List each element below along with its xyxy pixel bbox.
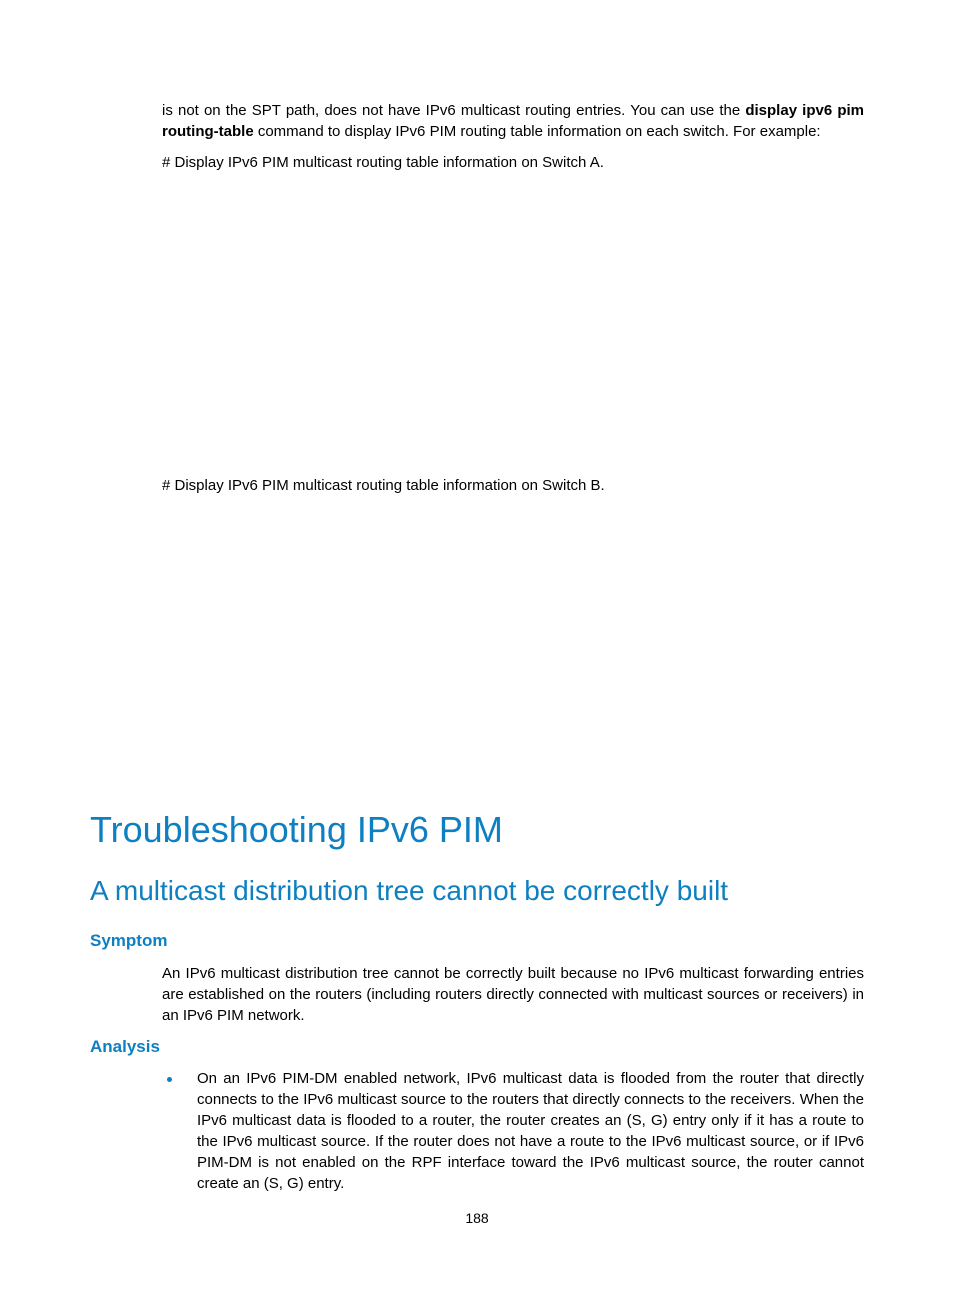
intro-text-after: command to display IPv6 PIM routing table information on each switch. For example: xyxy=(253,123,821,140)
intro-paragraph xyxy=(162,100,864,142)
comment-switch-b: # Display IPv6 PIM multicast routing table information on Switch B. xyxy=(162,477,605,494)
chapter-heading: Troubleshooting IPv6 PIM xyxy=(90,809,503,850)
analysis-bullet-item xyxy=(162,1068,864,1194)
symptom-heading: Symptom xyxy=(90,931,168,950)
analysis-bullet-text: On an IPv6 PIM-DM enabled network, IPv6 multicast data is flooded from the router that directly connects to the IPv6 multicast source to the routers that directly connects to the receivers. When the IPv6 multicast data is flooded to a router, the router creates an (S, G) entry only if it has a route to the IPv6 multicast source. If the router does not have a route to the IPv6 multicast source, or if IPv6 PIM-DM is not enabled on the RPF interface toward the IPv6 multicast source, the router cannot create an (S, G) entry. xyxy=(197,1070,864,1192)
page-number: 188 xyxy=(465,1210,489,1226)
analysis-heading: Analysis xyxy=(90,1037,160,1056)
symptom-paragraph: An IPv6 multicast distribution tree cannot be correctly built because no IPv6 multicast forwarding entries are established on the routers (including routers directly connected with multicast sources or receivers) in an IPv6 PIM network. xyxy=(162,965,864,1024)
section-heading: A multicast distribution tree cannot be correctly built xyxy=(90,875,729,906)
bullet-dot-icon xyxy=(167,1077,172,1082)
command-name: display ipv6 pim routing-table xyxy=(162,102,864,140)
intro-text-before: is not on the SPT path, does not have IPv6 multicast routing entries. You can use the xyxy=(162,102,746,119)
comment-switch-a: # Display IPv6 PIM multicast routing table information on Switch A. xyxy=(162,154,604,171)
